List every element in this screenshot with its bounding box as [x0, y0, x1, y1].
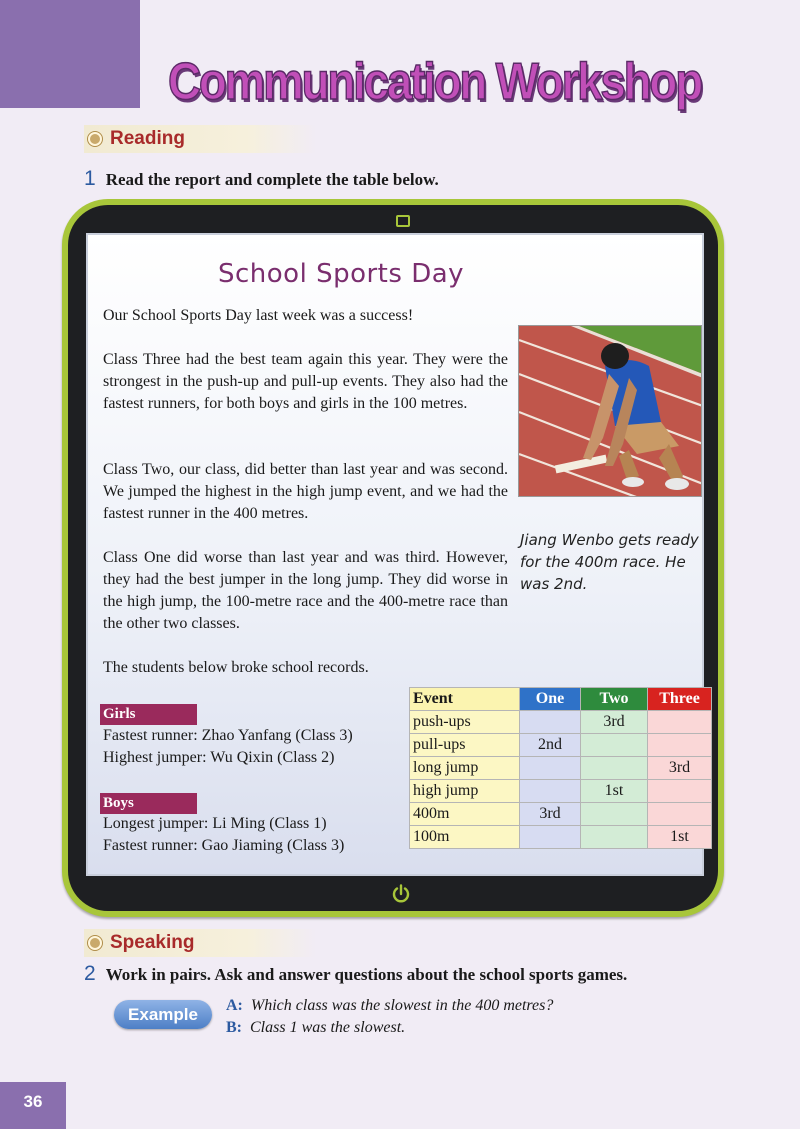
class-two-cell[interactable]: 3rd	[581, 711, 648, 734]
event-cell: pull-ups	[410, 734, 520, 757]
header-class-three: Three	[648, 688, 712, 711]
reading-label: Reading	[110, 128, 185, 149]
question-1	[84, 167, 439, 191]
report-paragraph-2: Class Three had the best team again this year. They were the strongest in the push-up and pull-up events. They also had the fastest runners, for both boys and girls in the 100 metres.	[103, 351, 508, 412]
class-two-cell[interactable]: 1st	[581, 780, 648, 803]
question-1-text: Read the report and complete the table below.	[105, 170, 439, 189]
section-bullet-icon	[88, 936, 102, 950]
report-title: School Sports Day	[218, 259, 465, 289]
girls-record-1: Fastest runner: Zhao Yanfang (Class 3)	[103, 727, 353, 744]
girls-record-2: Highest jumper: Wu Qixin (Class 2)	[103, 749, 335, 766]
class-three-cell[interactable]	[648, 711, 712, 734]
boys-tag: Boys	[100, 793, 197, 814]
event-cell: long jump	[410, 757, 520, 780]
tablet-bezel	[68, 205, 718, 911]
report-paragraph-4: Class One did worse than last year and was third. However, they had the best jumper in the long jump. They did worse in the high jump, the 100-metre race and the 400-metre race than the other two classes.	[103, 549, 508, 632]
camera-icon	[396, 215, 410, 227]
runner-photo	[518, 325, 702, 497]
event-cell: high jump	[410, 780, 520, 803]
section-bullet-icon	[88, 132, 102, 146]
page-number: 36	[0, 1082, 66, 1129]
table-row	[410, 734, 712, 757]
speaker-a: A:	[226, 997, 243, 1014]
reading-section-header	[84, 125, 316, 153]
header-class-one: One	[520, 688, 581, 711]
class-one-cell[interactable]: 2nd	[520, 734, 581, 757]
table-row	[410, 826, 712, 849]
table-row	[410, 780, 712, 803]
table-row	[410, 757, 712, 780]
tablet-frame	[62, 199, 724, 917]
table-row	[410, 711, 712, 734]
table-header-row	[410, 688, 712, 711]
class-one-cell[interactable]	[520, 757, 581, 780]
class-three-cell[interactable]: 1st	[648, 826, 712, 849]
class-two-cell[interactable]	[581, 803, 648, 826]
page-title: Communication Workshop	[168, 53, 701, 111]
question-1-number: 1	[84, 167, 96, 190]
class-one-cell[interactable]	[520, 780, 581, 803]
class-three-cell[interactable]	[648, 734, 712, 757]
boys-record-2: Fastest runner: Gao Jiaming (Class 3)	[103, 837, 345, 854]
class-two-cell[interactable]	[581, 826, 648, 849]
class-three-cell[interactable]	[648, 803, 712, 826]
class-three-cell[interactable]	[648, 780, 712, 803]
girls-tag: Girls	[100, 704, 197, 725]
report-paragraph-5: The students below broke school records.	[103, 659, 369, 676]
class-two-cell[interactable]	[581, 757, 648, 780]
boys-record-1: Longest jumper: Li Ming (Class 1)	[103, 815, 327, 832]
corner-decoration	[0, 0, 140, 108]
speaking-label: Speaking	[110, 932, 195, 953]
event-cell: push-ups	[410, 711, 520, 734]
results-table	[409, 687, 712, 849]
header-class-two: Two	[581, 688, 648, 711]
speaker-b: B:	[226, 1019, 242, 1036]
question-2-text: Work in pairs. Ask and answer questions about the school sports games.	[105, 965, 628, 984]
question-2	[84, 962, 627, 986]
report-paragraph-1: Our School Sports Day last week was a success!	[103, 307, 414, 324]
class-one-cell[interactable]	[520, 826, 581, 849]
class-two-cell[interactable]	[581, 734, 648, 757]
power-icon[interactable]	[390, 883, 412, 905]
tablet-screen	[86, 233, 704, 876]
dialog-line-a	[226, 997, 553, 1015]
example-badge: Example	[114, 1000, 212, 1029]
dialog-line-b	[226, 1019, 405, 1037]
dialog-a-text: Which class was the slowest in the 400 metres?	[250, 997, 554, 1014]
report-paragraph-3: Class Two, our class, did better than last year and was second. We jumped the highest in the high jump event, and we had the fastest runner in the 400 metres.	[103, 461, 508, 522]
class-one-cell[interactable]: 3rd	[520, 803, 581, 826]
photo-caption: Jiang Wenbo gets ready for the 400m race. He was 2nd.	[520, 531, 699, 593]
event-cell: 100m	[410, 826, 520, 849]
class-one-cell[interactable]	[520, 711, 581, 734]
header-event: Event	[410, 688, 520, 711]
speaking-section-header	[84, 929, 316, 957]
class-three-cell[interactable]: 3rd	[648, 757, 712, 780]
table-row	[410, 803, 712, 826]
dialog-b-text: Class 1 was the slowest.	[250, 1019, 406, 1036]
event-cell: 400m	[410, 803, 520, 826]
question-2-number: 2	[84, 962, 96, 985]
